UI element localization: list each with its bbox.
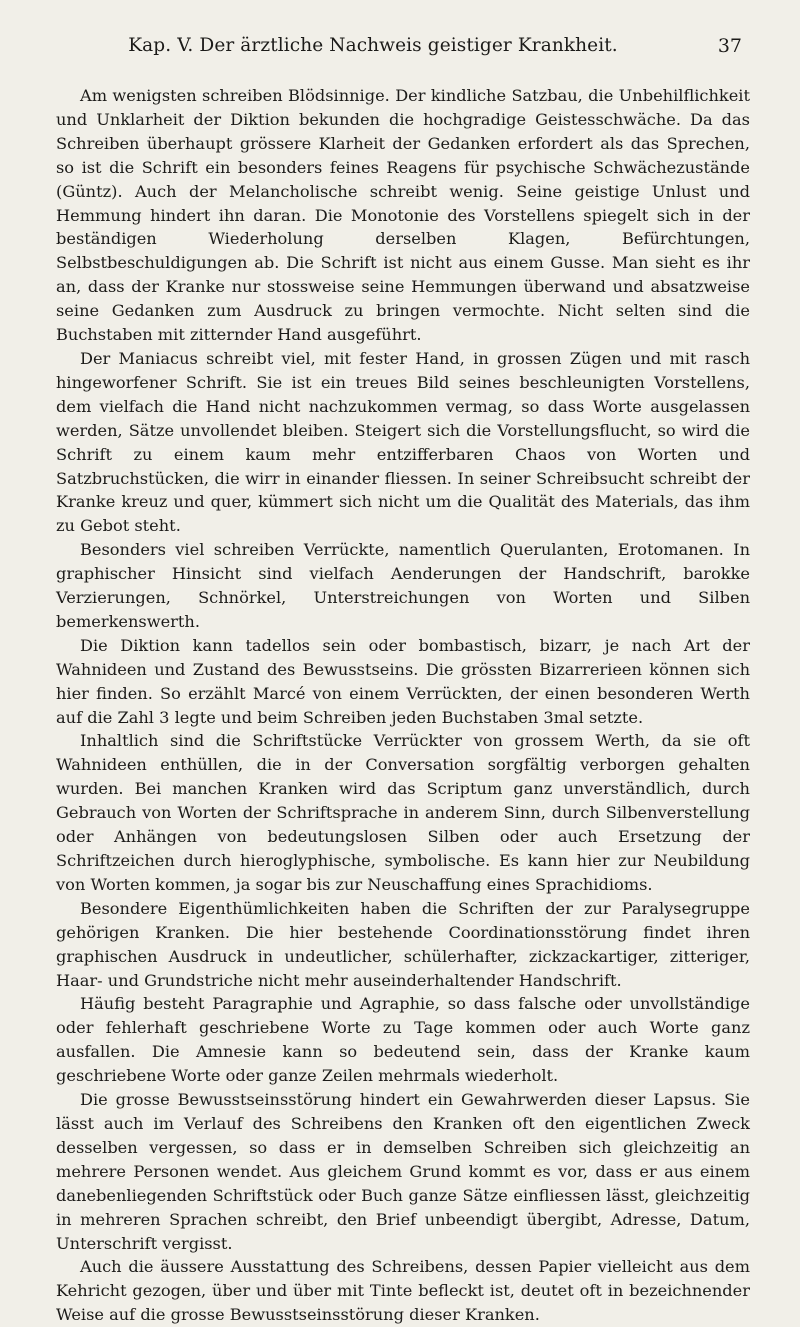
paragraph: Inhaltlich sind die Schriftstücke Verrückter von grossem Werth, da sie oft Wahnideen enthüllen, die in der Conversation sorgfältig verborgen gehalten wurden. Bei manchen Kranken wird das Scriptum ganz unverständlich, durch Gebrauch von Worten der Schriftsprache in anderem Sinn, durch Silbenverstellung oder Anhängen von bedeutungslosen Silben oder auch Ersetzung der Schriftzeichen durch hieroglyphische, symbolische. Es kann hier zur Neubildung von Worten kommen, ja sogar bis zur Neuschaffung eines Sprachidioms. (56, 731, 750, 894)
paragraph: Besonders viel schreiben Verrückte, namentlich Querulanten, Erotomanen. In graphischer Hinsicht sind vielfach Aenderungen der Handschrift, barokke Verzierungen, Schnörkel, Unterstreichungen von Worten und Silben bemerkenswerth. (56, 540, 750, 631)
running-header (56, 28, 750, 64)
paragraph: Häufig besteht Paragraphie und Agraphie, so dass falsche oder unvollständige oder fehlerhaft geschriebene Worte zu Tage kommen oder auch Worte ganz ausfallen. Die Amnesie kann so bedeutend sein, dass der Kranke kaum geschriebene Worte oder ganze Zeilen mehrmals wiederholt. (56, 994, 750, 1086)
chapter-title: Kap. V. Der ärztliche Nachweis geistiger Krankheit. (128, 35, 618, 56)
paragraph: Die Diktion kann tadellos sein oder bombastisch, bizarr, je nach Art der Wahnideen und Zustand des Bewusstseins. Die grössten Bizarrerieen können sich hier finden. So erzählt Marcé von einem Verrückten, der einen besonderen Werth auf die Zahl 3 legte und beim Schreiben jeden Buchstaben 3mal setzte. (56, 635, 750, 727)
book-page (56, 28, 750, 1327)
paragraph: Besondere Eigenthümlichkeiten haben die Schriften der zur Paralysegruppe gehörigen Kranken. Die hier bestehende Coordinationsstörung findet ihren graphischen Ausdruck in undeutlicher, schülerhafter, zickzackartiger, zitteriger, Haar- und Grundstriche nicht mehr auseinderhaltender Handschrift. (56, 898, 750, 990)
paragraph: Die grosse Bewusstseinsstörung hindert ein Gewahrwerden dieser Lapsus. Sie lässt auch im Verlauf des Schreibens den Kranken oft den eigentlichen Zweck desselben vergessen, so dass er in demselben Schreiben sich gleichzeitig an mehrere Personen wendet. Aus gleichem Grund kommt es vor, dass er aus einem danebenliegenden Schriftstück oder Buch ganze Sätze einfliessen lässt, gleichzeitig in mehreren Sprachen schreibt, den Brief unbeendigt übergibt, Adresse, Datum, Unterschrift vergisst. (56, 1090, 750, 1253)
page-number: 37 (717, 35, 742, 57)
paragraph: Der Maniacus schreibt viel, mit fester Hand, in grossen Zügen und mit rasch hingeworfener Schrift. Sie ist ein treues Bild seines beschleunigten Vorstellens, dem vielfach die Hand nicht nachzukommen vermag, so dass Worte ausgelassen werden, Sätze unvollendet bleiben. Steigert sich die Vorstellungsflucht, so wird die Schrift zu einem kaum mehr entzifferbaren Chaos von Worten und Satzbruchstücken, die wirr in einander fliessen. In seiner Schreibsucht schreibt der Kranke kreuz und quer, kümmert sich nicht um die Qualität des Materials, das ihm zu Gebot steht. (56, 348, 750, 536)
body-text (56, 84, 750, 1327)
paragraph: Auch die äussere Ausstattung des Schreibens, dessen Papier vielleicht aus dem Kehricht gezogen, über und über mit Tinte befleckt ist, deutet oft in bezeichnender Weise auf die grosse Bewusstseinsstörung dieser Kranken. (56, 1257, 750, 1325)
paragraph: Am wenigsten schreiben Blödsinnige. Der kindliche Satzbau, die Unbehilflichkeit und Unklarheit der Diktion bekunden die hochgradige Geistesschwäche. Da das Schreiben überhaupt grössere Klarheit der Gedanken erfordert als das Sprechen, so ist die Schrift ein besonders feines Reagens für psychische Schwächezustände (Güntz). Auch der Melancholische schreibt wenig. Seine geistige Unlust und Hemmung hindert ihn daran. Die Monotonie des Vorstellens spiegelt sich in der beständigen Wiederholung derselben Klagen, Befürchtungen, Selbstbeschuldigungen ab. Die Schrift ist nicht aus einem Gusse. Man sieht es ihr an, dass der Kranke nur stossweise seine Hemmungen überwand und absatzweise seine Gedanken zum Ausdruck zu bringen vermochte. Nicht selten sind die Buchstaben mit zitternder Hand ausgeführt. (56, 86, 750, 345)
